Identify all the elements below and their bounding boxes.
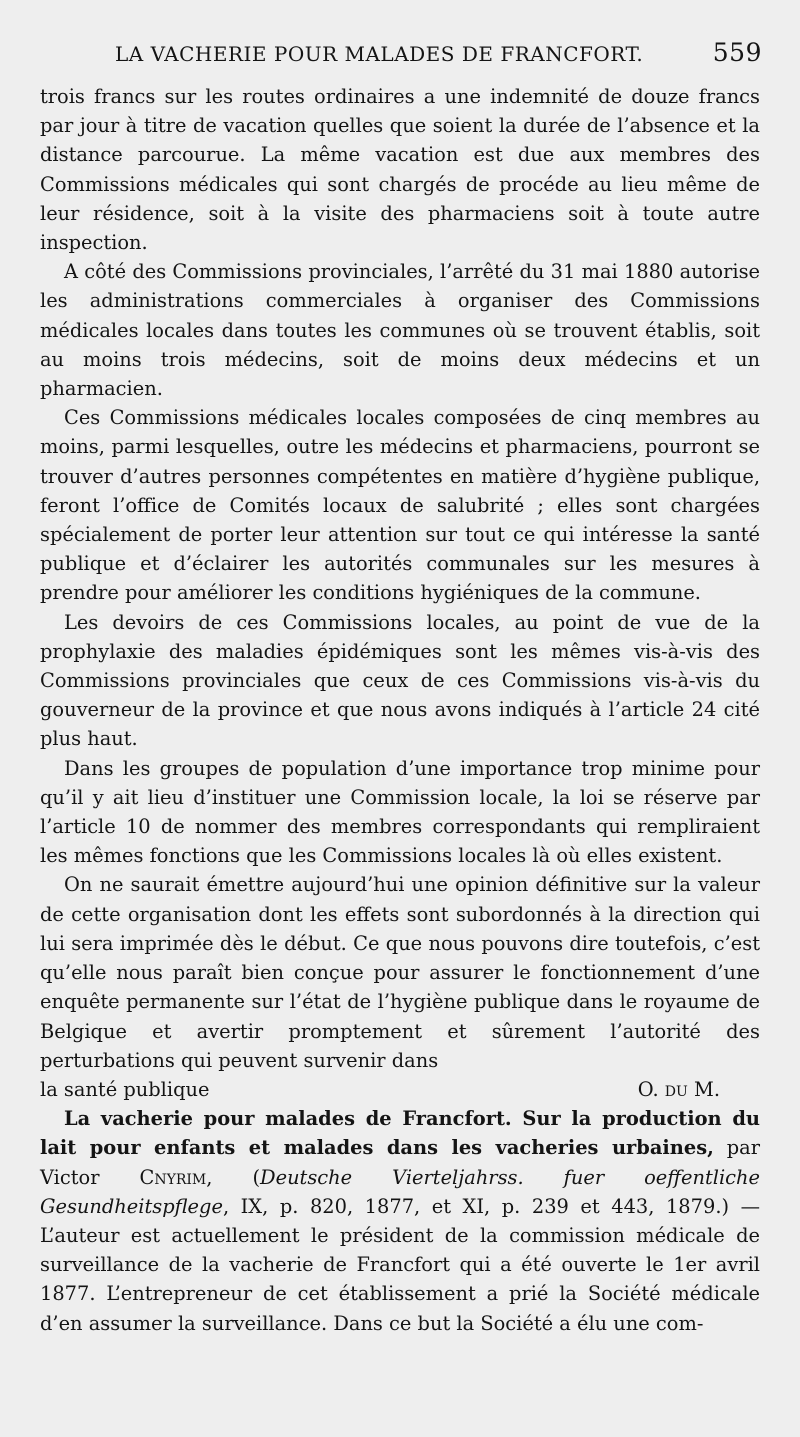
paragraph: Dans les groupes de population d’une importance trop minime pour qu’il y ait lieu d’instituer une Commission locale, la loi se réserve par l’article 10 de nommer des membres correspondants qui rempliraient les mêmes fonctions que les Commissions locales là où elles existent. [40, 756, 760, 868]
closing-text: la santé publique [40, 1077, 210, 1101]
paragraph-continued: trois francs sur les routes ordinaires a une indemnité de douze francs par jour à titre de vacation quelles que soient la durée de l’absence et la distance parcourue. La même vacation est due aux membres des Commissions médicales qui sont chargés de procéde au lieu même de leur résidence, soit à la visite des pharmaciens soit à toute autre inspection. [40, 85, 760, 255]
review-body: , IX, p. 820, 1877, et XI, p. 239 et 443, 1879.) — L’auteur est actuellement le président de la commission médicale de surveillance de la vacherie de Francfort qui a été ouverte le 1er avril 1877. L’entrepreneur de cet établissement a prié la Société médicale d’en assumer la surveillance. Dans ce but la Société a élu une com- [40, 1194, 760, 1335]
running-title: LA VACHERIE POUR MALADES DE FRANCFORT. [115, 42, 644, 66]
signature: O. du M. [637, 1077, 720, 1101]
paragraph: A côté des Commissions provinciales, l’arrêté du 31 mai 1880 autorise les administrations commerciales à organiser des Commissions médicales locales dans toutes les communes où se trouvent établis, soit au moins trois médecins, soit de moins deux médecins et un pharmacien. [40, 260, 760, 401]
review-title: La vacherie pour malades de Francfort. Sur la production du lait pour enfants et malades dans les vacheries urbaines, [40, 1107, 760, 1160]
running-header [40, 38, 760, 82]
paragraph: Les devoirs de ces Commissions locales, au point de vue de la prophylaxie des maladies épidémiques sont les mêmes vis-à-vis des Commissions provinciales que ceux de ces Commissions vis-à-vis du gouverneur de la province et que nous avons indiqués à l’article 24 cité plus haut. [40, 610, 760, 751]
body-text [40, 82, 760, 1338]
review-entry [40, 1104, 760, 1338]
page-number: 559 [712, 38, 762, 67]
review-pre-journal: , ( [206, 1165, 261, 1189]
review-journal: Deutsche Vierteljahrss. fuer oeffentliche Gesundheitspflege [40, 1165, 761, 1218]
closing-line [40, 1075, 760, 1104]
review-author: Cnyrim [139, 1165, 207, 1189]
review-by: par Victor [40, 1136, 760, 1189]
paragraph: Ces Commissions médicales locales composées de cinq membres au moins, parmi lesquelles, outre les médecins et pharmaciens, pourront se trouver d’autres personnes compétentes en matière d’hygiène publique, feront l’office de Comités locaux de salubrité ; elles sont chargées spécialement de porter leur attention sur tout ce qui intéresse la santé publique et d’éclairer les autorités communales sur les mesures à prendre pour améliorer les conditions hygiéniques de la commune. [40, 406, 760, 605]
paragraph: On ne saurait émettre aujourd’hui une opinion définitive sur la valeur de cette organisation dont les effets sont subordonnés à la direction qui lui sera imprimée dès le début. Ce que nous pouvons dire toutefois, c’est qu’elle nous paraît bien conçue pour assurer le fonctionnement d’une enquête permanente sur l’état de l’hygiène publique dans le royaume de Belgique et avertir promptement et sûrement l’autorité des perturbations qui peuvent survenir dans [40, 873, 760, 1072]
